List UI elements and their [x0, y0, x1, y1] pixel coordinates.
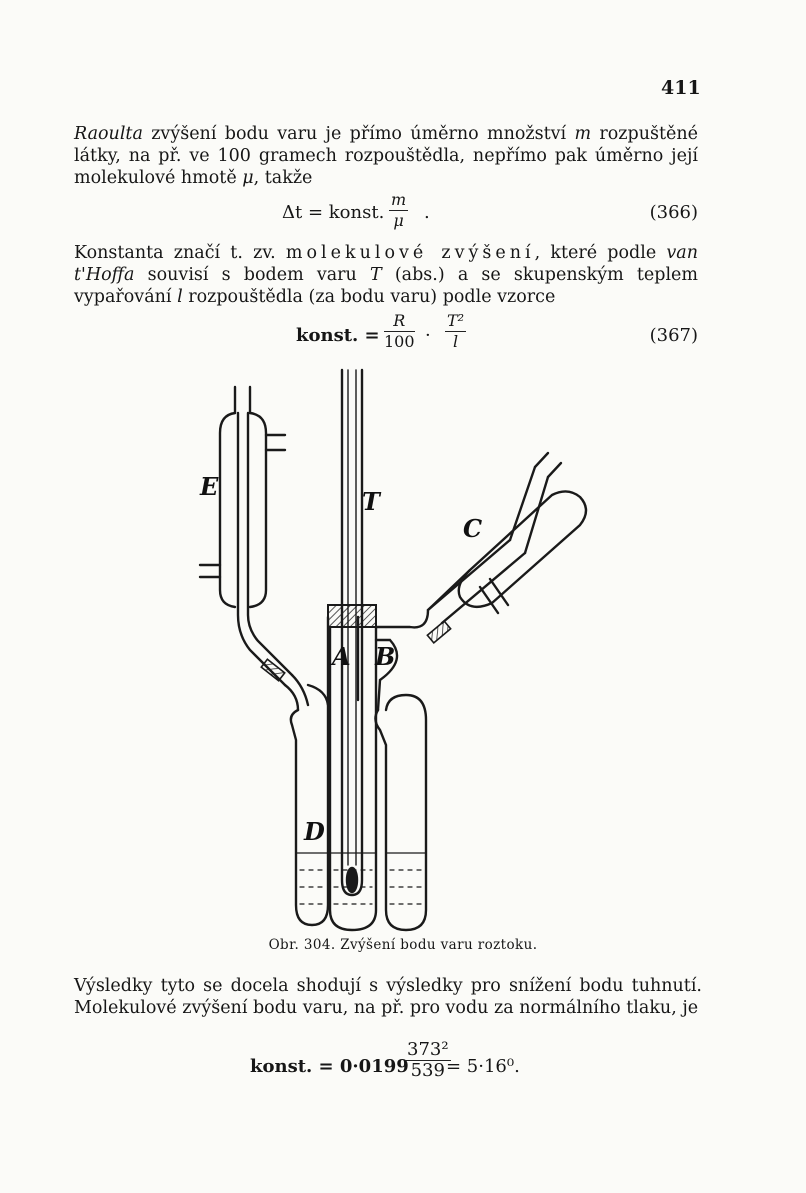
eq367-num1: R	[384, 311, 415, 332]
eq367-number: (367)	[649, 325, 698, 346]
clamp-right	[427, 621, 450, 643]
paragraph-3: Výsledky tyto se docela shodují s výsledky pro snížení bodu tuhnutí. Molekulové zvýšení bodu varu, na př. pro vodu za normálního tlaku, je	[74, 976, 702, 1018]
outer-tube-b	[375, 570, 470, 930]
eqfinal-lhs: konst. = 0·0199	[250, 1056, 409, 1077]
label-e: E	[200, 472, 219, 501]
eq367-fraction-1	[384, 311, 415, 352]
p2-text-a: Konstanta značí t. zv.	[74, 243, 286, 263]
page-number: 411	[661, 77, 701, 99]
condenser-c	[428, 453, 586, 623]
symbol-mu: μ	[242, 168, 254, 188]
eq367-fraction-2	[445, 311, 466, 352]
eqfinal-rhs: = 5·16⁰.	[446, 1056, 520, 1077]
eq366-numerator: m	[391, 190, 407, 209]
vanthoff-name: van t'Hoffa	[74, 243, 698, 285]
label-d: D	[304, 817, 325, 846]
symbol-l: l	[177, 287, 183, 307]
equation-final	[250, 1038, 570, 1090]
eq366-denominator: μ	[393, 211, 404, 230]
eq366-trail: .	[424, 202, 430, 223]
eqfinal-denominator: 539	[410, 1060, 445, 1081]
paragraph-1	[74, 123, 698, 189]
p1-text-c: , takže	[253, 168, 313, 188]
eqfinal-numerator: 373²	[407, 1039, 449, 1060]
eq367-lhs: konst. =	[296, 325, 380, 346]
eq366-fraction	[389, 190, 408, 231]
equation-366	[74, 190, 698, 242]
eq366-lhs: Δt = konst.	[282, 202, 385, 223]
eq367-den2: l	[452, 332, 459, 351]
figure-caption: Obr. 304. Zvýšení bodu varu roztoku.	[268, 937, 538, 953]
eq367-dot: ·	[425, 325, 431, 346]
raoult-name: Raoulta	[74, 124, 143, 144]
eq367-den1: 100	[384, 332, 415, 351]
eq367-num2: T²	[447, 311, 465, 330]
eq366-number: (366)	[649, 202, 698, 223]
condenser-e	[200, 387, 308, 710]
clamp-left	[261, 659, 284, 680]
label-t: T	[362, 487, 380, 516]
equation-367	[74, 309, 698, 361]
paragraph-2	[74, 242, 698, 308]
label-a: A	[332, 642, 351, 671]
p1-text-a: zvýšení bodu varu je přímo úměrno množství	[142, 124, 575, 144]
p2-spaced-term: molekulové zvýšení	[285, 243, 535, 263]
boiling-point-apparatus-figure	[180, 365, 620, 935]
symbol-m: m	[574, 124, 592, 144]
label-c: C	[463, 514, 483, 543]
p2-text-e: rozpouštědla (za bodu varu) podle vzorce	[182, 287, 556, 307]
p2-text-b: , které podle	[534, 243, 667, 263]
eqfinal-fraction	[405, 1040, 451, 1081]
symbol-T: T	[369, 265, 382, 285]
p2-text-c: souvisí s bodem varu	[134, 265, 370, 285]
p2-text-d: (abs.) a se skupenským teplem vypařování	[74, 265, 698, 307]
cork-stopper	[328, 605, 376, 627]
label-b: B	[375, 642, 396, 671]
p1-text-b: rozpuštěné látky, na př. ve 100 gramech rozpouštědla, nepřímo pak úměrno její molekulové hmotě	[74, 124, 698, 188]
